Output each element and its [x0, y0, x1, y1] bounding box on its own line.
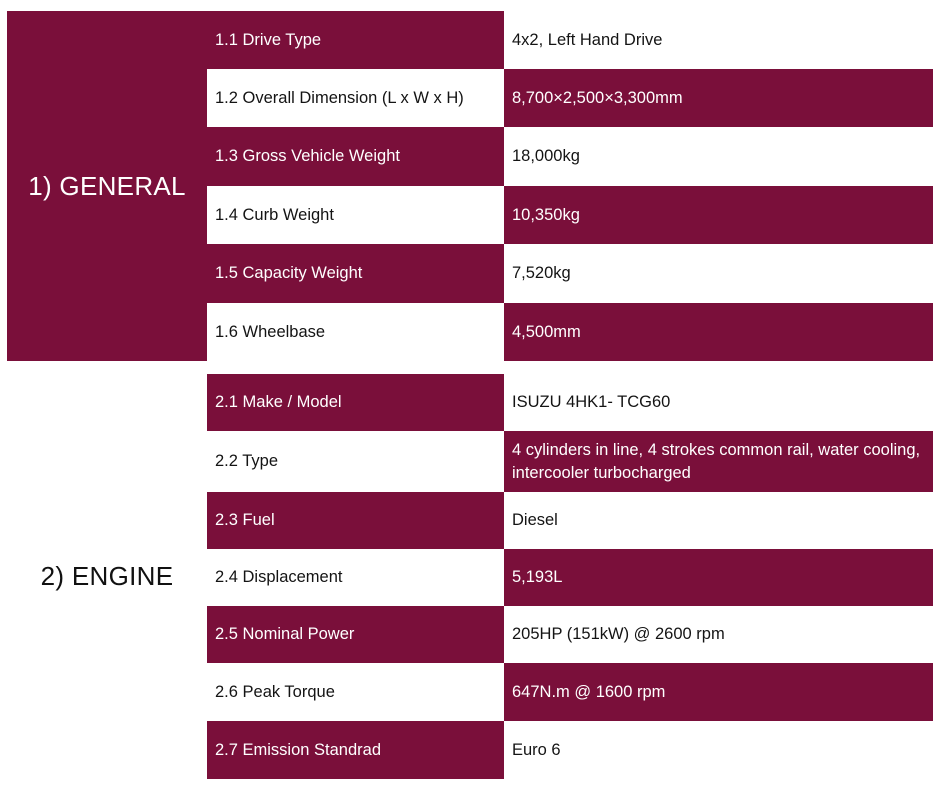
spec-row-make-model: [207, 374, 933, 431]
spec-value: 4x2, Left Hand Drive: [504, 11, 933, 69]
spec-row-wheelbase: [207, 303, 933, 361]
spec-row-fuel: [207, 492, 933, 549]
spec-label: 2.2 Type: [207, 431, 504, 492]
spec-label: 2.4 Displacement: [207, 549, 504, 606]
spec-row-gross-vehicle-weight: [207, 127, 933, 186]
spec-value: 10,350kg: [504, 186, 933, 244]
spec-value: 7,520kg: [504, 244, 933, 303]
spec-value: ISUZU 4HK1- TCG60: [504, 374, 933, 431]
spec-value: 4 cylinders in line, 4 strokes common rail, water cooling, intercooler turbocharged: [504, 431, 933, 492]
spec-row-displacement: [207, 549, 933, 606]
spec-row-nominal-power: [207, 606, 933, 663]
spec-label: 2.3 Fuel: [207, 492, 504, 549]
spec-label: 1.6 Wheelbase: [207, 303, 504, 361]
spec-row-overall-dimension: [207, 69, 933, 127]
spec-label: 1.2 Overall Dimension (L x W x H): [207, 69, 504, 127]
spec-value: 8,700×2,500×3,300mm: [504, 69, 933, 127]
spec-value: Diesel: [504, 492, 933, 549]
spec-row-capacity-weight: [207, 244, 933, 303]
spec-label: 2.7 Emission Standrad: [207, 721, 504, 779]
spec-row-drive-type: [207, 11, 933, 69]
spec-label: 1.4 Curb Weight: [207, 186, 504, 244]
section-title-engine: 2) ENGINE: [7, 374, 207, 779]
section-title-general: 1) GENERAL: [7, 11, 207, 361]
spec-value: Euro 6: [504, 721, 933, 779]
spec-row-peak-torque: [207, 663, 933, 721]
spec-row-emission-standard: [207, 721, 933, 779]
spec-row-curb-weight: [207, 186, 933, 244]
spec-label: 1.3 Gross Vehicle Weight: [207, 127, 504, 186]
spec-label: 2.6 Peak Torque: [207, 663, 504, 721]
spec-value: 205HP (151kW) @ 2600 rpm: [504, 606, 933, 663]
spec-value: 4,500mm: [504, 303, 933, 361]
spec-value: 18,000kg: [504, 127, 933, 186]
spec-label: 2.1 Make / Model: [207, 374, 504, 431]
spec-label: 2.5 Nominal Power: [207, 606, 504, 663]
spec-row-engine-type: [207, 431, 933, 492]
spec-value: 5,193L: [504, 549, 933, 606]
spec-label: 1.1 Drive Type: [207, 11, 504, 69]
spec-value: 647N.m @ 1600 rpm: [504, 663, 933, 721]
spec-label: 1.5 Capacity Weight: [207, 244, 504, 303]
